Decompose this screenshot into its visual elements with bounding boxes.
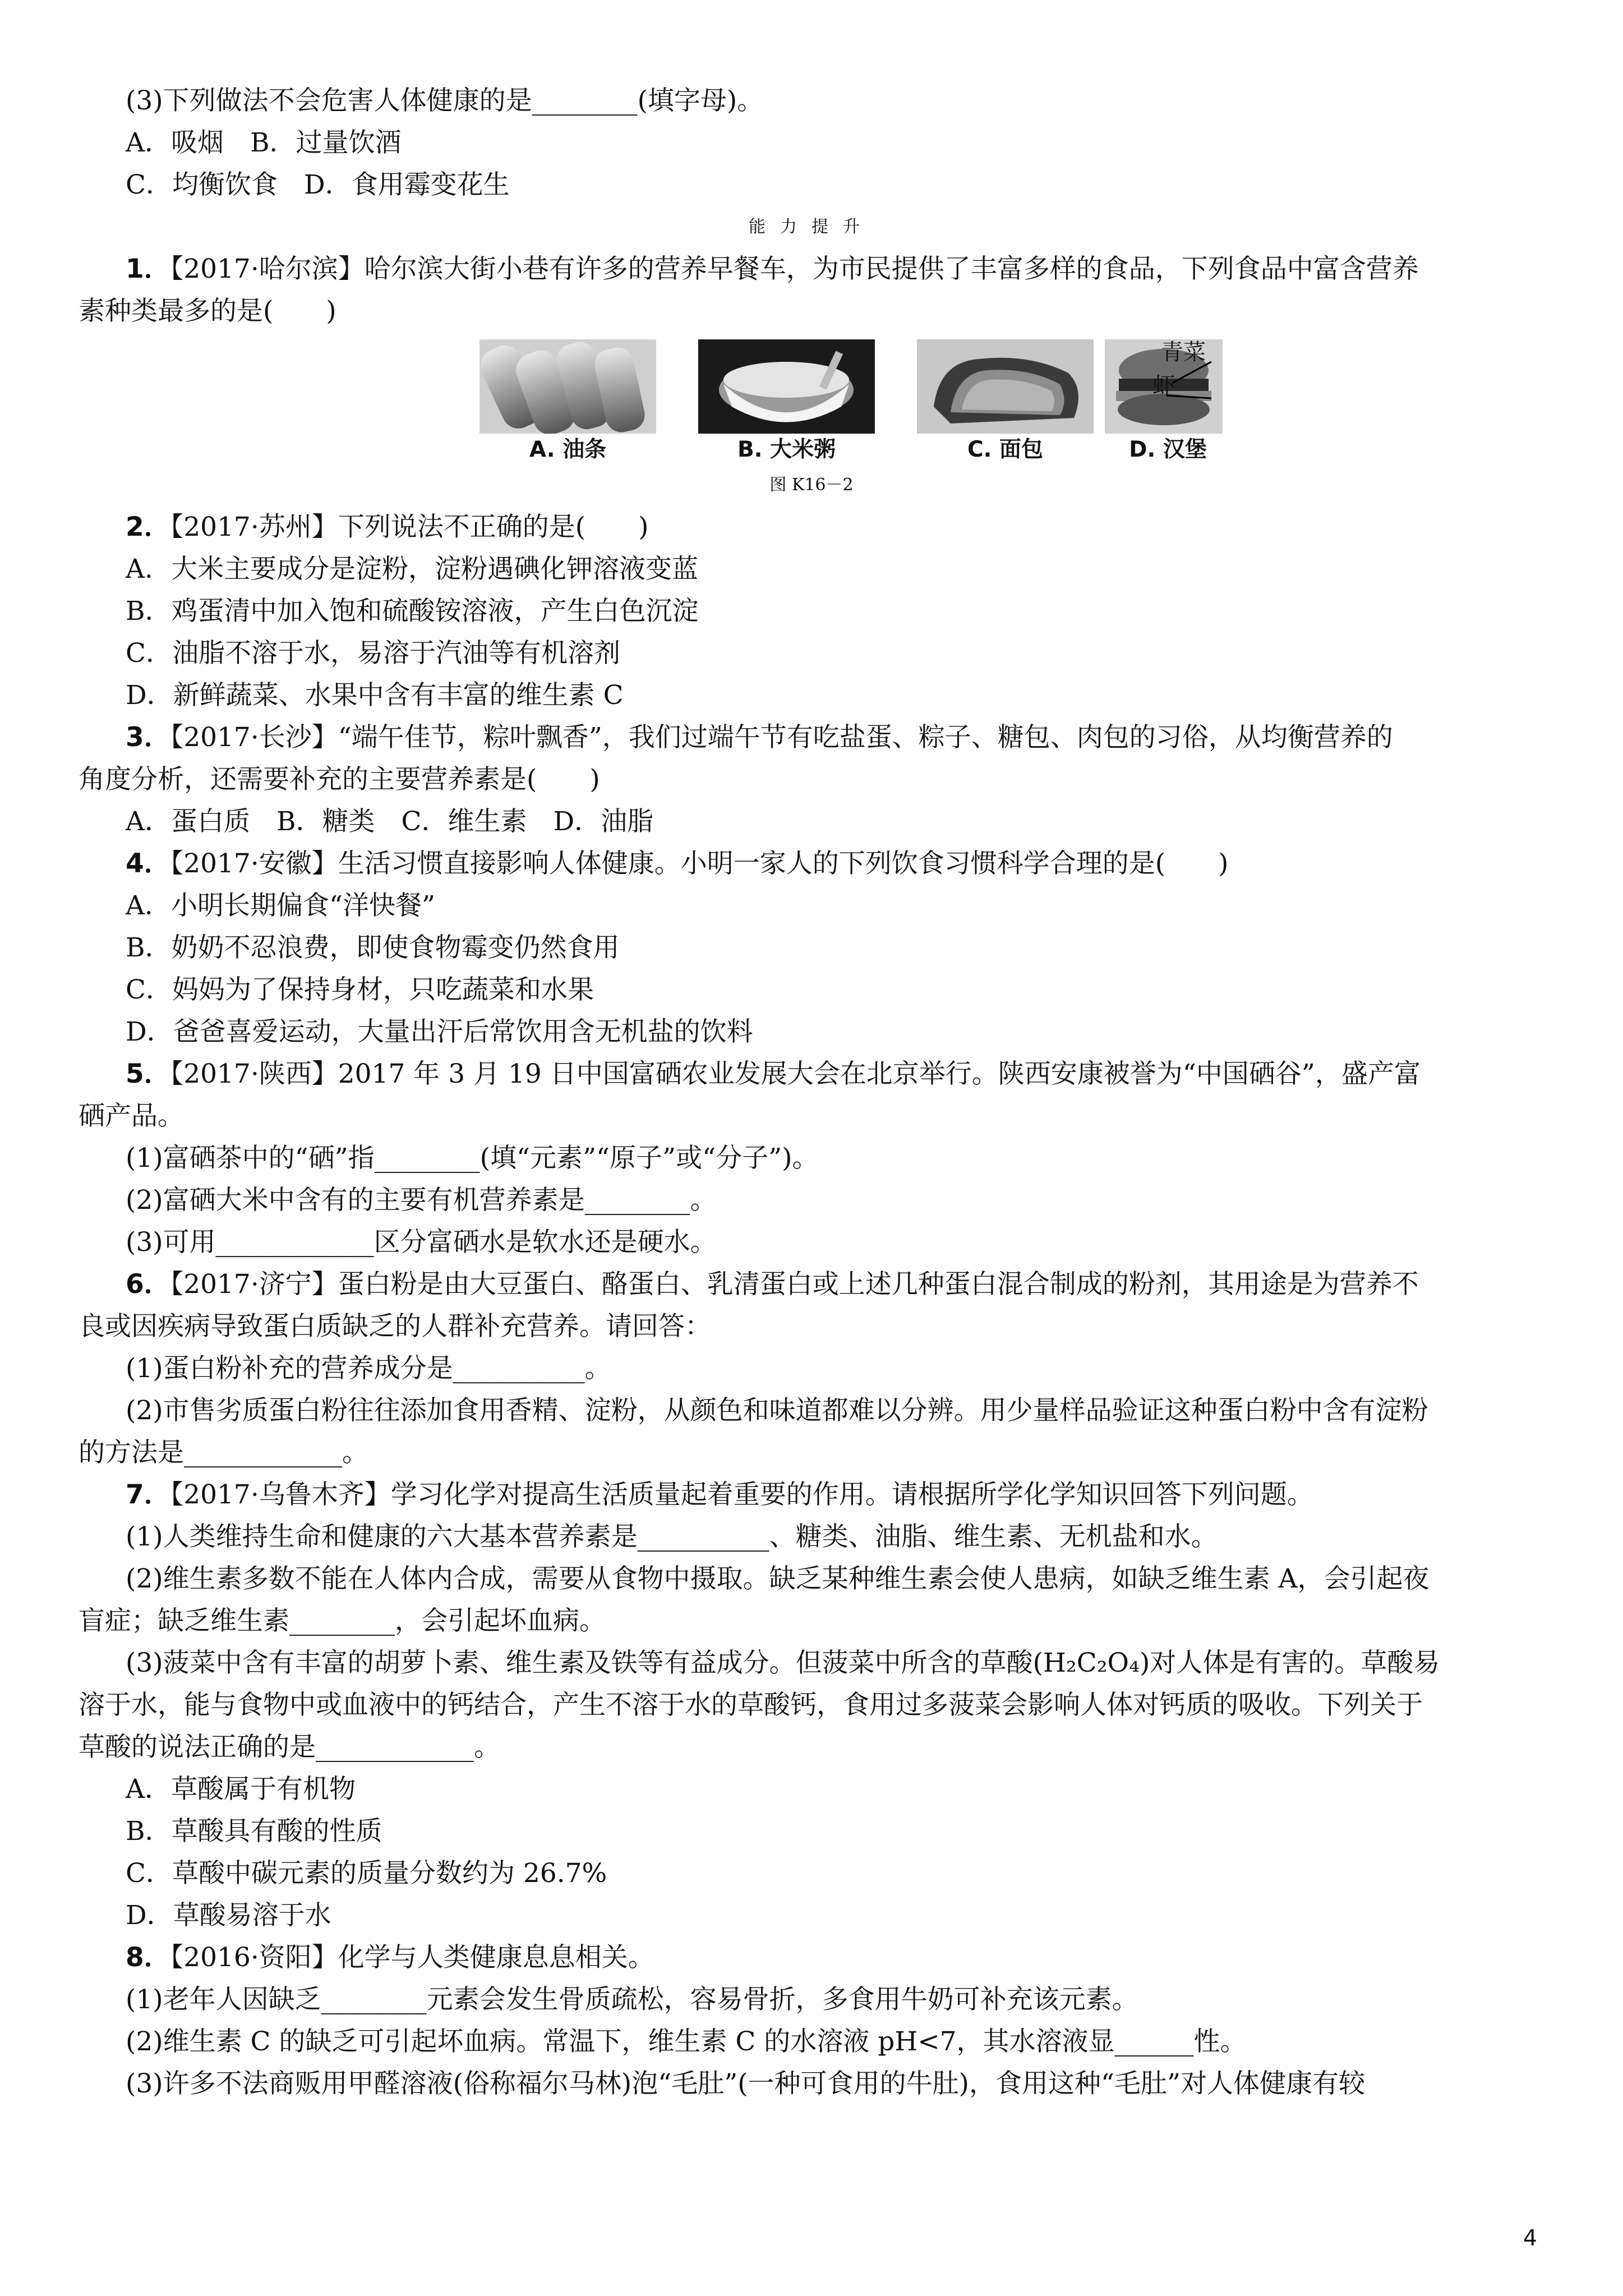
question-number: 1． (126, 254, 170, 284)
question-number: 4． (126, 848, 170, 879)
rice-porridge-photo (698, 339, 875, 434)
question-8-part-3: (3)许多不法商贩用甲醛溶液(俗称福尔马林)泡“毛肚”(一种可食用的牛肚)，食用这种“毛肚”对人体健康有较 (126, 2068, 1366, 2099)
caption-b: B. 大米粥 (737, 437, 836, 462)
question-text: 【2017·陕西】2017 年 3 月 19 日中国富硒农业发展大会在北京举行。陕西安康被誉为“中国硒谷”，盛产富 (170, 1059, 1421, 1089)
option-c: C．油脂不溶于水，易溶于汽油等有机溶剂 (126, 638, 620, 669)
question-7-part-3 (126, 1646, 1440, 1680)
question-number: 7． (126, 1479, 170, 1510)
question-6-part-1: (1)蛋白粉补充的营养成分是__________。 (126, 1353, 611, 1384)
oxalic-acid-formula: H₂C₂O₄ (1043, 1648, 1140, 1678)
fried-dough-photo (479, 339, 656, 434)
question-3-cont: 角度分析，还需要补充的主要营养素是( ) (79, 764, 600, 795)
question-3 (126, 721, 1393, 754)
q3-stem: (3)下列做法不会危害人体健康的是________(填字母)。 (126, 85, 764, 116)
question-6-part-2: (2)市售劣质蛋白粉往往添加食用香精、淀粉，从颜色和味道都难以分辨。用少量样品验证这种蛋白粉中含有淀粉 (126, 1395, 1428, 1426)
question-text: 【2017·哈尔滨】哈尔滨大街小巷有许多的营养早餐车，为市民提供了丰富多样的食品，下列食品中富含营养 (170, 254, 1419, 284)
option-c: C．妈妈为了保持身材，只吃蔬菜和水果 (126, 974, 594, 1005)
caption-d: D. 汉堡 (1129, 437, 1207, 462)
option-c: C．草酸中碳元素的质量分数约为 26.7% (126, 1858, 607, 1889)
question-text: 【2016·资阳】化学与人类健康息息相关。 (170, 1942, 654, 1973)
question-number: 3． (126, 722, 170, 753)
question-text: 【2017·安徽】生活习惯直接影响人体健康。小明一家人的下列饮食习惯科学合理的是( ) (170, 848, 1229, 879)
question-6-cont: 良或因疾病导致蛋白质缺乏的人群补充营养。请回答： (79, 1311, 711, 1342)
question-5-part-1: (1)富硒茶中的“硒”指________(填“元素”“原子”或“分子”)。 (126, 1143, 819, 1174)
question-number: 2． (126, 512, 170, 542)
page-number: 4 (1523, 2226, 1537, 2251)
question-5-part-3: (3)可用____________区分富硒水是软水还是硬水。 (126, 1227, 717, 1258)
option-b: B．草酸具有酸的性质 (126, 1816, 382, 1847)
question-3-options: A．蛋白质 B．糖类 C．维生素 D．油脂 (126, 806, 654, 837)
q3-options-ab: A．吸烟 B．过量饮酒 (126, 127, 402, 158)
option-b: B．奶奶不忍浪费，即使食物霉变仍然食用 (126, 932, 620, 963)
option-a: A．草酸属于有机物 (126, 1774, 356, 1805)
caption-a: A. 油条 (529, 437, 607, 462)
question-text: 【2017·济宁】蛋白粉是由大豆蛋白、酪蛋白、乳清蛋白或上述几种蛋白混合制成的粉剂，其用途是为营养不 (170, 1269, 1419, 1300)
option-a: A．小明长期偏食“洋快餐” (126, 890, 435, 921)
question-6-part-2-cont: 的方法是____________。 (79, 1437, 368, 1468)
option-b: B．鸡蛋清中加入饱和硫酸铵溶液，产生白色沉淀 (126, 596, 699, 627)
question-7-part-1: (1)人类维持生命和健康的六大基本营养素是__________、糖类、油脂、维生素、无机盐和水。 (126, 1521, 1218, 1552)
question-5 (126, 1057, 1421, 1091)
bread-photo (917, 339, 1094, 434)
label-greens: 青菜 (1161, 339, 1206, 365)
option-d: D．新鲜蔬菜、水果中含有丰富的维生素 C (126, 680, 624, 711)
question-4 (126, 847, 1228, 881)
question-8 (126, 1941, 654, 1975)
question-number: 6． (126, 1269, 170, 1300)
question-6 (126, 1268, 1419, 1301)
question-text: 【2017·长沙】“端午佳节，粽叶飘香”，我们过端午节有吃盐蛋、粽子、糖包、肉包的习俗，从均衡营养的 (170, 722, 1393, 753)
section-heading: 能力提升 (749, 217, 874, 237)
q3-options-cd: C．均衡饮食 D．食用霉变花生 (126, 169, 510, 200)
question-7-part-2-cont: 盲症；缺乏维生素________，会引起坏血病。 (79, 1605, 606, 1636)
question-1-cont: 素种类最多的是( ) (79, 296, 336, 326)
question-text: 【2017·苏州】下列说法不正确的是( ) (170, 512, 649, 542)
label-shrimp: 虾 (1152, 373, 1175, 399)
question-text: )对人体是有害的。草酸易 (1139, 1648, 1440, 1678)
question-5-cont: 硒产品。 (79, 1101, 184, 1131)
question-8-part-2: (2)维生素 C 的缺乏可引起坏血病。常温下，维生素 C 的水溶液 pH<7，其水溶液显______性。 (126, 2026, 1247, 2057)
question-7-part-2: (2)维生素多数不能在人体内合成，需要从食物中摄取。缺乏某种维生素会使人患病，如缺乏维生素 A，会引起夜 (126, 1563, 1430, 1594)
question-2 (126, 510, 648, 544)
question-1 (126, 252, 1419, 286)
question-text: 【2017·乌鲁木齐】学习化学对提高生活质量起着重要的作用。请根据所学化学知识回答下列问题。 (170, 1479, 1313, 1510)
question-7 (126, 1478, 1313, 1512)
question-text: (3)菠菜中含有丰富的胡萝卜素、维生素及铁等有益成分。但菠菜中所含的草酸( (126, 1648, 1043, 1678)
question-5-part-2: (2)富硒大米中含有的主要有机营养素是________。 (126, 1185, 717, 1216)
caption-c: C. 面包 (967, 437, 1043, 462)
question-7-part-3-cont2: 草酸的说法正确的是____________。 (79, 1732, 500, 1763)
question-number: 8． (126, 1942, 170, 1973)
figure-caption: 图 K16－2 (769, 475, 854, 495)
question-number: 5． (126, 1059, 170, 1089)
option-d: D．草酸易溶于水 (126, 1900, 331, 1931)
question-8-part-1: (1)老年人因缺乏________元素会发生骨质疏松，容易骨折，多食用牛奶可补充该元素。 (126, 1984, 1138, 2015)
option-d: D．爸爸喜爱运动，大量出汗后常饮用含无机盐的饮料 (126, 1016, 753, 1047)
option-a: A．大米主要成分是淀粉，淀粉遇碘化钾溶液变蓝 (126, 554, 698, 585)
question-7-part-3-cont: 溶于水，能与食物中或血液中的钙结合，产生不溶于水的草酸钙，食用过多菠菜会影响人体对钙质的吸收。下列关于 (79, 1690, 1423, 1720)
